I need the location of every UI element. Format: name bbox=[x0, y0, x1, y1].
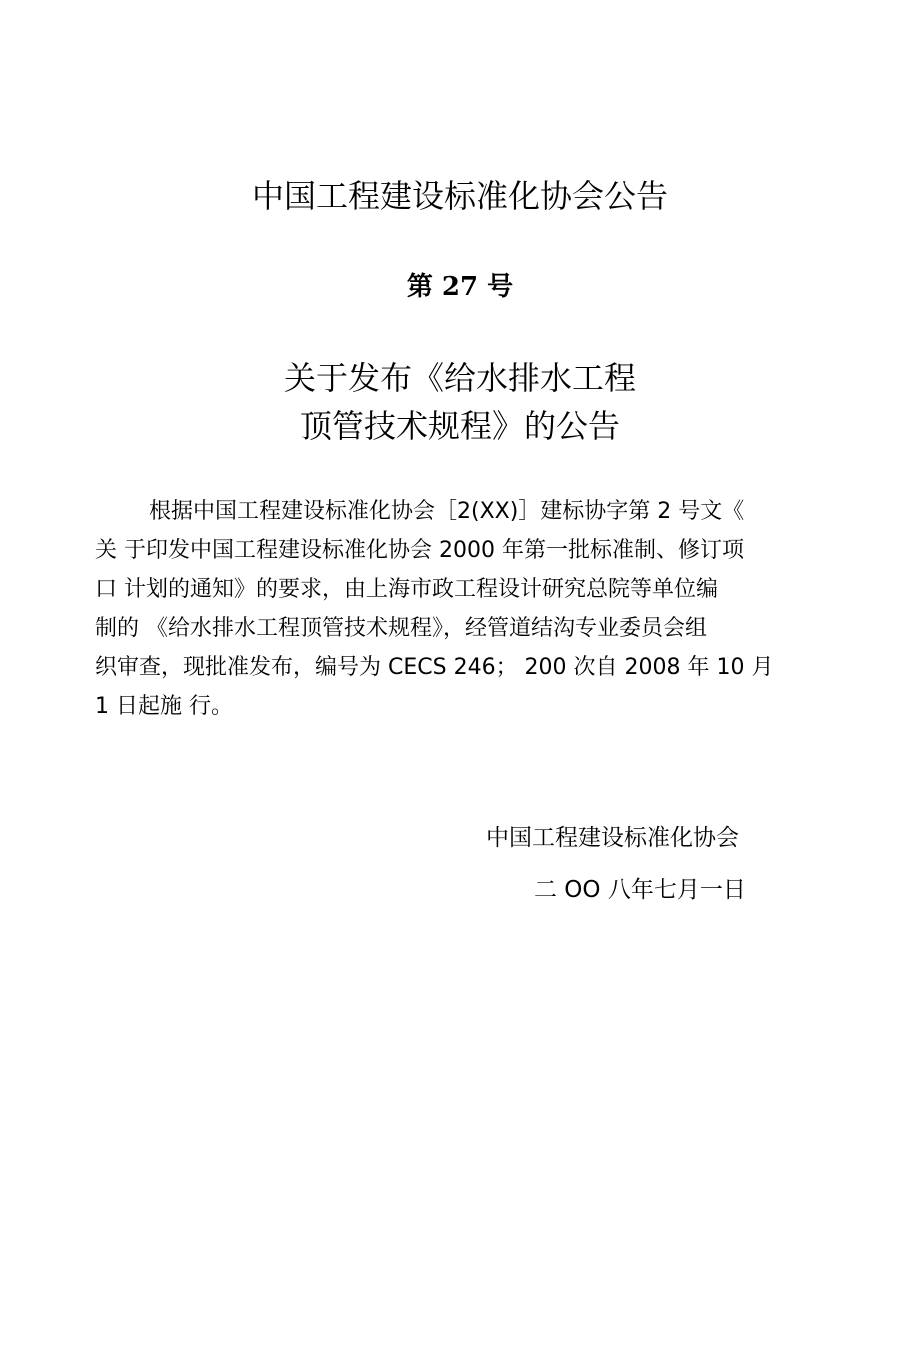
announcement-title: 中国工程建设标准化协会公告 bbox=[251, 177, 668, 215]
subject-line-1: 关于发布《给水排水工程 bbox=[283, 359, 636, 397]
announcement-body bbox=[95, 492, 821, 726]
body-line: 口 计划的通知》的要求，由上海市政工程设计研究总院等单位编 bbox=[95, 577, 718, 602]
signature-block bbox=[486, 812, 786, 916]
issue-number: 第 27 号 bbox=[406, 272, 514, 302]
body-line: 根据中国工程建设标准化协会［2(XX)］建标协字第 2 号文《 bbox=[149, 499, 745, 524]
body-line: 织审查，现批准发布，编号为 CECS 246； 200 次自 2008 年 10 月 bbox=[95, 655, 774, 680]
subject-line-2: 顶管技术规程》的公告 bbox=[299, 407, 620, 445]
body-line: 关 于印发中国工程建设标准化协会 2000 年第一批标准制、修订项 bbox=[95, 538, 744, 563]
signature-date: 二 OO 八年七月一日 bbox=[534, 877, 746, 903]
body-line: 制的 《给水排水工程顶管技术规程》，经管道结沟专业委员会组 bbox=[95, 616, 707, 641]
signature-organization: 中国工程建设标准化协会 bbox=[486, 825, 739, 851]
body-line: 1 日起施 行。 bbox=[95, 694, 233, 719]
announcement-subject bbox=[0, 354, 920, 450]
